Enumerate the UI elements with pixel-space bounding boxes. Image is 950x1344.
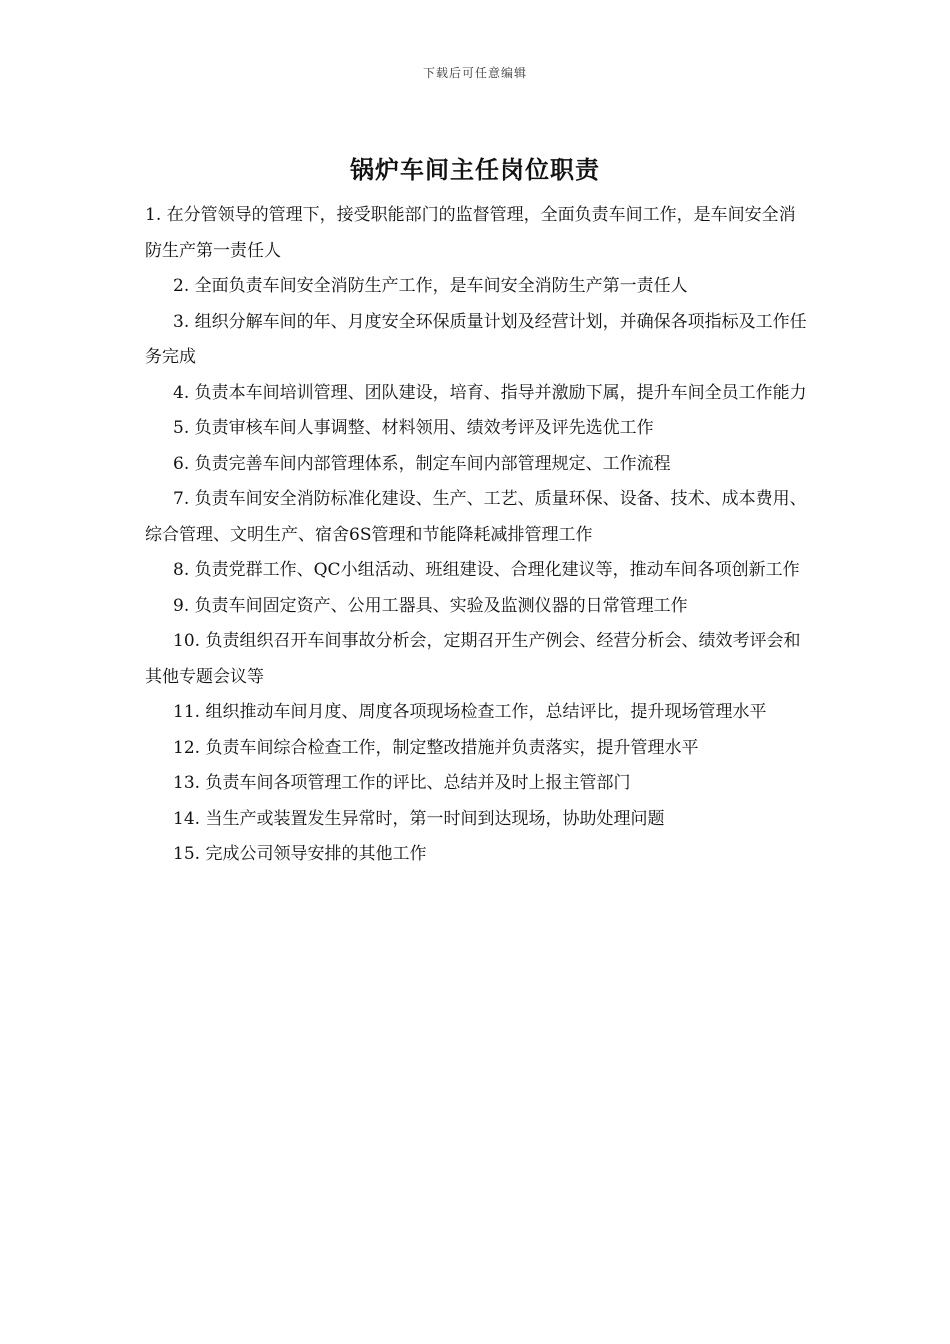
duty-list <box>145 198 810 873</box>
duty-item-3: 3. 组织分解车间的年、月度安全环保质量计划及经营计划，并确保各项指标及工作任务完成 <box>145 311 807 367</box>
duty-item-12: 12. 负责车间综合检查工作，制定整改措施并负责落实，提升管理水平 <box>173 737 699 758</box>
duty-item-13: 13. 负责车间各项管理工作的评比、总结并及时上报主管部门 <box>173 773 631 793</box>
duty-item-4: 4. 负责本车间培训管理、团队建设，培育、指导并激励下属，提升车间全员工作能力 <box>173 382 807 403</box>
duty-item-2: 2. 全面负责车间安全消防生产工作，是车间安全消防生产第一责任人 <box>173 276 688 296</box>
duty-item-14: 14. 当生产或装置发生异常时，第一时间到达现场，协助处理问题 <box>173 808 665 829</box>
duty-item-8: 8. 负责党群工作、QC小组活动、班组建设、合理化建议等，推动车间各项创新工作 <box>173 560 800 580</box>
duty-item-15: 15. 完成公司领导安排的其他工作 <box>173 844 427 864</box>
duty-item-11: 11. 组织推动车间月度、周度各项现场检查工作，总结评比，提升现场管理水平 <box>173 702 767 722</box>
duty-item-10: 10. 负责组织召开车间事故分析会，定期召开生产例会、经营分析会、绩效考评会和其他专题会议等 <box>145 631 801 687</box>
document-title: 锅炉车间主任岗位职责 <box>350 156 600 184</box>
duty-item-9: 9. 负责车间固定资产、公用工器具、实验及监测仪器的日常管理工作 <box>173 595 688 616</box>
duty-item-1: 1. 在分管领导的管理下，接受职能部门的监督管理，全面负责车间工作，是车间安全消防生产第一责任人 <box>145 205 796 261</box>
duty-item-5: 5. 负责审核车间人事调整、材料领用、绩效考评及评先选优工作 <box>173 418 654 438</box>
header-note: 下载后可任意编辑 <box>422 66 527 80</box>
duty-item-7: 7. 负责车间安全消防标准化建设、生产、工艺、质量环保、设备、技术、成本费用、综合管理、文明生产、宿舍6S管理和节能降耗减排管理工作 <box>145 489 807 545</box>
duty-item-6: 6. 负责完善车间内部管理体系，制定车间内部管理规定、工作流程 <box>173 453 671 474</box>
